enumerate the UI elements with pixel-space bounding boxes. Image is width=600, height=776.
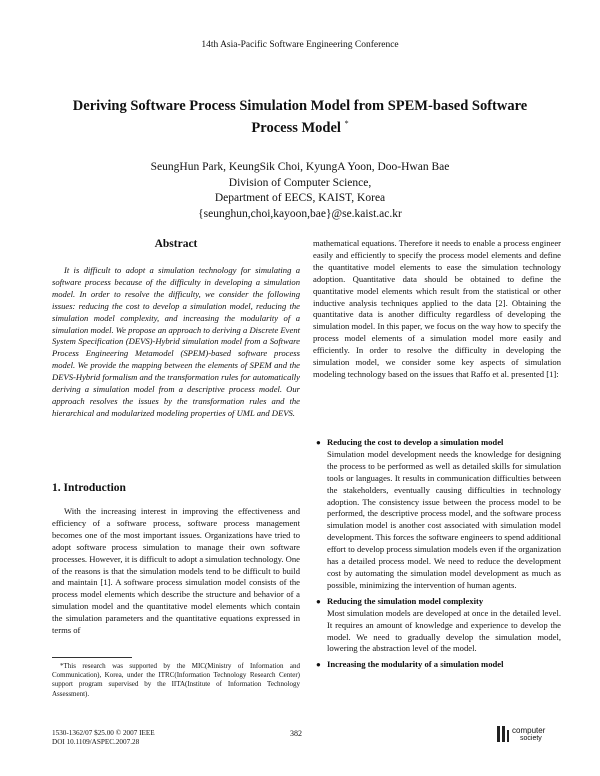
right-column-text [313, 238, 561, 381]
footer-identifiers [52, 729, 155, 747]
paper-title [70, 97, 530, 137]
computer-society-icon [496, 724, 510, 744]
bullet-heading: Reducing the cost to develop a simulation model [327, 437, 504, 447]
logo-text-computer: computer [512, 726, 546, 735]
bullet-text: Simulation model development needs the knowledge for designing the process to be performed as well as detailed skills for simulation tools or languages. It results in communication difficulties between the stakeholders, eventually causing difficulties in technology adoption. The consistency issue between the process model to be performed, the descriptive process model, and the software process simulation model is another cost associated with simulation model development. This forces the software engineers to spend additional effort to develop process simulation models even if the organization has a detailed process model. We need to reduce the development cost by automating the simulation model development as much as possible, minimizing the intervention of human agents. [327, 448, 561, 590]
introduction-body [52, 506, 300, 637]
footnote [52, 662, 300, 699]
logo-text-society: society [520, 735, 542, 742]
abstract-heading: Abstract [154, 238, 198, 250]
list-item [313, 437, 561, 592]
author-department: Department of EECS, KAIST, Korea [214, 192, 386, 204]
list-item [313, 659, 561, 671]
bullet-icon: ● [316, 438, 321, 447]
introduction-heading: 1. Introduction [52, 482, 126, 494]
abstract-text: It is difficult to adopt a simulation technology for simulating a software process because of the difficulty in developing a simulation model. In order to resolve the difficulty, we consider the following issues: reducing the cost to develop a simulation model, reducing the simulation model complexity, and increasing the modularity of a simulation model. We propose an approach to deriving a Discrete Event System Specification (DEVS)-Hybrid simulation model from a Software Process Engineering Metamodel (SPEM)-based software process model. We provide the mapping between the elements of SPEM and the DEVS-Hybrid formalism and the transformation rules for automatically deriving a simulation model from a descriptive process model. Our approach resolves the issues by the transformation rules and the hierarchical and modularized modeling properties of UML and DEVS. [52, 265, 300, 418]
footer-issn: 1530-1362/07 $25.00 © 2007 IEEE [52, 729, 155, 737]
conference-header: 14th Asia-Pacific Software Engineering Conference [201, 40, 399, 50]
introduction-text: With the increasing interest in improving the effectiveness and efficiency of a software process, software process management becomes one of the most important issues. Organizations have tried to adopt software process simulation to manage their own software processes. However, it is difficult to adopt a simulation technology. One of the reasons is that the simulation models tend to be difficult to build and maintain [1]. A software process simulation model consists of the process model elements which describe the structure and behavior of a simulation model and the quantitative model elements which contain the simulation parameters and the quantitative equations expressed in terms of [52, 506, 300, 636]
bullet-icon: ● [316, 660, 321, 670]
title-footnote-mark: * [344, 119, 349, 128]
bullet-list [313, 437, 561, 675]
footnote-text: *This research was supported by the MIC(Ministry of Information and Communication), Korea, under the ITRC(Information Technology Research Center) support program supervised by the IITA(Institute of Information Technology Assessment). [52, 662, 300, 698]
author-division: Division of Computer Science, [228, 176, 372, 189]
title-line-2: Process Model [251, 119, 341, 136]
author-names: SeungHun Park, KeungSik Choi, KyungA Yoon, Doo-Hwan Bae [150, 161, 450, 173]
bullet-heading: Reducing the simulation model complexity [327, 595, 484, 606]
page-number: 382 [290, 729, 302, 738]
list-item [313, 596, 561, 656]
computer-society-logo [496, 722, 556, 748]
abstract-body [52, 265, 300, 420]
author-email: {seunghun,choi,kayoon,bae}@se.kaist.ac.kr [198, 207, 402, 220]
bullet-text: Most simulation models are developed at once in the detailed level. It requires an amount of knowledge and experience to develop the model. We need to gradually develop the simulation model, lowering the abstraction level of the model. [327, 607, 561, 654]
bullet-icon: ● [316, 596, 321, 606]
author-block [0, 160, 600, 222]
footnote-rule [52, 657, 132, 658]
right-column-paragraph: mathematical equations. Therefore it needs to enable a process engineer easily and efficiently to specify the process model elements and define the quantitative model elements to ease the simulation technology adoption. Quantitative data should be obtained to define the quantitative model elements which result from the statistical or other inductive analysis techniques applied to the data [2]. Obtaining the quantitative data is another difficulty regardless of developing the simulation model. In this paper, we focus on the way how to specify the process model elements of a simulation model more easily and efficiently. In order to resolve the difficulty in developing the simulation model, we consider some key aspects of simulation modeling technology based on the issues that Raffo et al. presented [1]: [313, 238, 561, 379]
footer-doi: DOI 10.1109/ASPEC.2007.28 [52, 738, 140, 746]
title-line-1: Deriving Software Process Simulation Model from SPEM-based Software [72, 98, 528, 114]
bullet-heading: Increasing the modularity of a simulation model [327, 659, 504, 670]
